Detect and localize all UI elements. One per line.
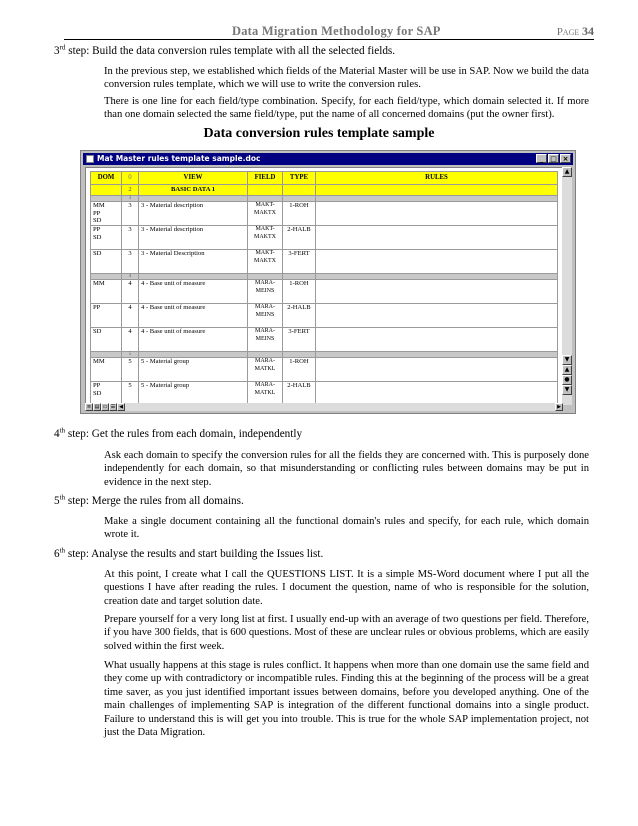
basic-data-row	[91, 185, 558, 196]
field-cell: MARA-MATKL	[248, 382, 283, 406]
outline-view-icon[interactable]: ☰	[110, 404, 116, 410]
table-header-row	[91, 172, 558, 185]
header-dom: DOM	[91, 172, 122, 185]
basic-data-number: 2	[122, 185, 139, 196]
domain-cell: PP	[91, 304, 122, 328]
field-cell: MARA-MATKL	[248, 358, 283, 382]
view-cell: 3 - Material description	[139, 202, 248, 226]
field-cell: MARA-MEINS	[248, 304, 283, 328]
number-cell: 4	[122, 280, 139, 304]
step-3-paragraph-2: There is one line for each field/type combination. Specify, for each field/type, which domain selected it. If more than one domain selected the same field/type, put the name of all concerned domains (put the owner first).	[104, 96, 589, 121]
number-cell: 5	[122, 358, 139, 382]
separator-number: 4	[122, 274, 139, 280]
window-titlebar	[83, 153, 573, 165]
header-field: FIELD	[248, 172, 283, 185]
table-row	[91, 226, 558, 250]
view-cell: 5 - Material group	[139, 358, 248, 382]
table-row	[91, 328, 558, 352]
step-6-paragraph-3: What usually happens at this stage is rules conflict. It happens when more than one domain use the same field and they come up with contradictory or incompatible rules. Finding this at the beginning of the process will be a great time saver, as you just identified important issues between domains, before you developed anything. One of the main challenges of implementing SAP is integration of the different functional domains into a single product. Failure to understand this is will get you into trouble. This is true for the whole SAP implementation project, not just the Data Migration.	[104, 660, 589, 739]
rules-template-table	[90, 171, 558, 405]
separator-number: 5	[122, 352, 139, 358]
type-cell: 2-HALB	[283, 382, 316, 406]
step-6-paragraph-1: At this point, I create what I call the QUESTIONS LIST. It is a simple MS-Word document where I put all the questions I have after reading the rules. I document the question, name of who is responsible for the solution, creation date and target solution date.	[104, 569, 589, 607]
field-cell: MARA-MEINS	[248, 328, 283, 352]
type-cell: 2-HALB	[283, 304, 316, 328]
table-row	[91, 358, 558, 382]
type-cell: 1-ROH	[283, 358, 316, 382]
number-cell: 4	[122, 304, 139, 328]
view-cell: 4 - Base unit of measure	[139, 328, 248, 352]
view-cell: 3 - Material Description	[139, 250, 248, 274]
step-5-paragraph-1: Make a single document containing all the functional domain's rules and specify, for each rule, which domain wrote it.	[104, 516, 589, 541]
basic-data-label: BASIC DATA 1	[139, 185, 248, 196]
table-row	[91, 304, 558, 328]
step-3-paragraph-1: In the previous step, we established which fields of the Material Master will be use in SAP. Now we build the data conversion rules template, which we will use to write the conversion rules.	[104, 66, 589, 91]
domain-cell: MM	[91, 358, 122, 382]
rules-cell	[316, 328, 558, 352]
separator-number: 3	[122, 196, 139, 202]
domain-cell: MM PP SD	[91, 202, 122, 226]
web-view-icon[interactable]: ▤	[94, 404, 100, 410]
type-cell: 3-FERT	[283, 328, 316, 352]
scroll-left-arrow-icon[interactable]: ◀	[117, 403, 125, 411]
minimize-button[interactable]: _	[536, 154, 547, 163]
rules-cell	[316, 250, 558, 274]
rules-cell	[316, 202, 558, 226]
close-button[interactable]: ×	[560, 154, 571, 163]
maximize-button[interactable]: □	[548, 154, 559, 163]
domain-cell: SD	[91, 328, 122, 352]
horizontal-scrollbar[interactable]	[85, 403, 563, 411]
figure-title: Data conversion rules template sample	[203, 126, 435, 141]
rules-cell	[316, 304, 558, 328]
page-header	[64, 24, 594, 40]
window-title: Mat Master rules template sample.doc	[97, 154, 261, 163]
field-cell: MAKT-MAKTX	[248, 202, 283, 226]
scroll-up-arrow-icon[interactable]: ▲	[562, 167, 572, 177]
number-cell: 4	[122, 328, 139, 352]
step-6-heading: 6th step: Analyse the results and start building the Issues list.	[54, 546, 324, 560]
view-cell: 5 - Material group	[139, 382, 248, 406]
table-row	[91, 202, 558, 226]
number-cell: 5	[122, 382, 139, 406]
number-cell: 3	[122, 202, 139, 226]
header-rules: RULES	[316, 172, 558, 185]
domain-cell: SD	[91, 250, 122, 274]
step-6-paragraph-2: Prepare yourself for a very long list at first. I usually end-up with an average of two questions per field. Therefore, if you have 300 fields, that is 600 questions. Most of these are unclear rules or obvious problems, which are easily solved within the first week.	[104, 614, 589, 652]
view-cell: 4 - Base unit of measure	[139, 304, 248, 328]
next-page-icon[interactable]: ▼	[562, 385, 572, 395]
select-browse-object-icon[interactable]: ●	[562, 375, 572, 385]
view-cell: 4 - Base unit of measure	[139, 280, 248, 304]
rules-cell	[316, 358, 558, 382]
field-cell: MAKT-MAKTX	[248, 250, 283, 274]
field-cell: MAKT-MAKTX	[248, 226, 283, 250]
view-cell: 3 - Material description	[139, 226, 248, 250]
type-cell: 1-ROH	[283, 280, 316, 304]
table-row	[91, 280, 558, 304]
domain-cell: MM	[91, 280, 122, 304]
number-cell: 3	[122, 226, 139, 250]
step-4-heading: 4th step: Get the rules from each domain, independently	[54, 426, 303, 440]
word-document-window	[80, 150, 576, 414]
header-type: TYPE	[283, 172, 316, 185]
type-cell: 1-ROH	[283, 202, 316, 226]
page-label: Page	[556, 26, 580, 38]
number-cell: 3	[122, 250, 139, 274]
page-view-icon[interactable]: ▭	[102, 404, 108, 410]
normal-view-icon[interactable]: ≡	[86, 404, 92, 410]
table-row	[91, 382, 558, 406]
vertical-scrollbar[interactable]	[562, 167, 572, 405]
header-title: Data Migration Methodology for SAP	[232, 24, 441, 38]
step-3-heading: 3rd step: Build the data conversion rules template with all the selected fields.	[54, 43, 396, 57]
type-cell: 2-HALB	[283, 226, 316, 250]
page-number: 34	[582, 24, 594, 38]
domain-cell: PP SD	[91, 226, 122, 250]
step-5-heading: 5th step: Merge the rules from all domains.	[54, 493, 244, 507]
document-icon	[86, 155, 94, 163]
rules-cell	[316, 226, 558, 250]
header-0: 0	[122, 172, 139, 185]
rules-cell	[316, 382, 558, 406]
scroll-down-arrow-icon[interactable]: ▼	[562, 355, 572, 365]
table-row	[91, 250, 558, 274]
header-view: VIEW	[139, 172, 248, 185]
field-cell: MARA-MEINS	[248, 280, 283, 304]
previous-page-icon[interactable]: ▲	[562, 365, 572, 375]
scroll-right-arrow-icon[interactable]: ▶	[555, 403, 563, 411]
type-cell: 3-FERT	[283, 250, 316, 274]
domain-cell: PP SD	[91, 382, 122, 406]
rules-cell	[316, 280, 558, 304]
header-page-number	[557, 24, 594, 39]
document-content	[85, 167, 563, 405]
step-4-paragraph-1: Ask each domain to specify the conversion rules for all the fields they are concerned with. This is purposely done independently for each domain, so that misunderstanding or conflicting rules between domains may be put in evidence in the next step.	[104, 450, 589, 488]
